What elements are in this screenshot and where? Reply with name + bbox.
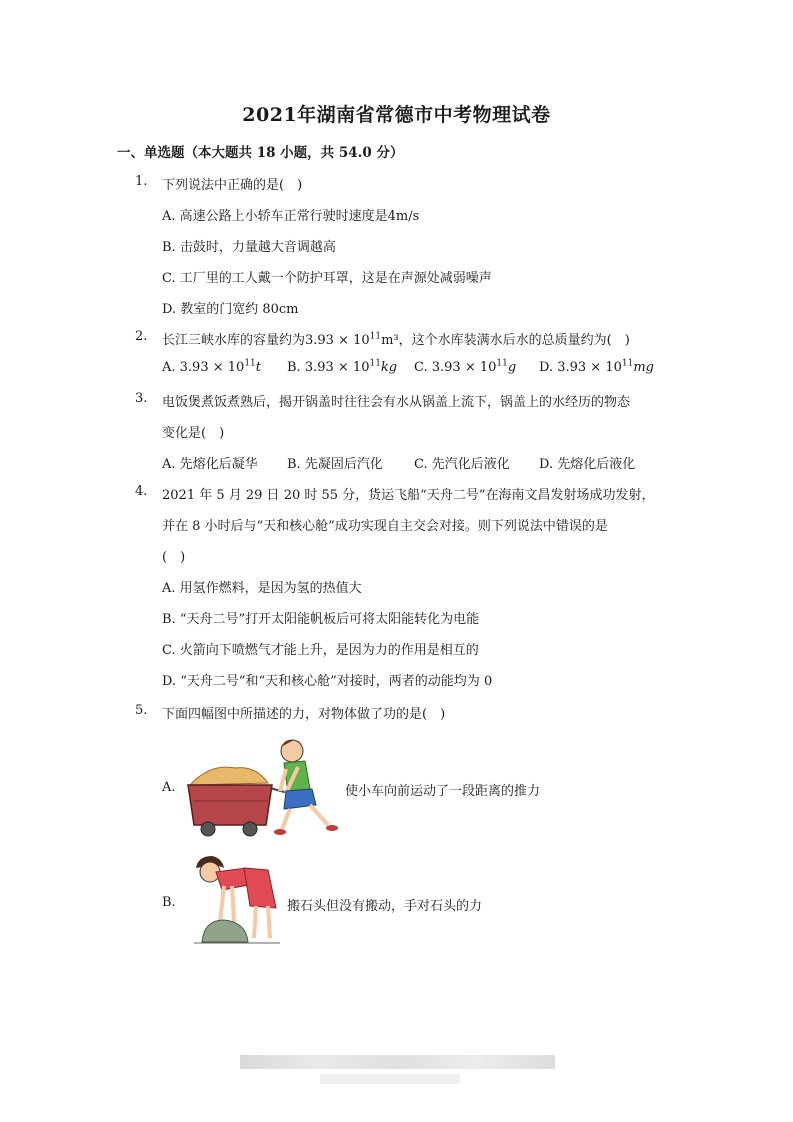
option-b: B. “天舟二号”打开太阳能帆板后可将太阳能转化为电能 (162, 612, 480, 627)
question-number: 1. (135, 174, 148, 189)
question-number: 3. (135, 391, 148, 406)
option-c: C. 先汽化后液化 (414, 457, 510, 472)
option-b-letter: B. (162, 895, 176, 910)
question-number: 2. (135, 329, 148, 344)
option-b: B. 先凝固后汽化 (287, 457, 383, 472)
option-b: B. 击鼓时，力量越大音调越高 (162, 240, 336, 255)
blurred-footer (240, 1055, 555, 1069)
question-stem-cont: ( ) (162, 550, 186, 565)
option-a: A. 先熔化后凝华 (162, 457, 258, 472)
option-d: D. 教室的门宽约 80cm (162, 302, 299, 317)
section-heading: 一、单选题（本大题共 18 小题，共 54.0 分） (117, 145, 404, 161)
option-a: A. 高速公路上小轿车正常行驶时速度是4m/s (162, 209, 420, 224)
option-b-caption: 搬石头但没有搬动，手对石头的力 (287, 899, 483, 914)
option-a: A. $3.93 \times 10^{11}t$ (162, 358, 261, 375)
page-title: 2021年湖南省常德市中考物理试卷 (242, 104, 551, 126)
cart-push-illustration (180, 733, 345, 847)
blurred-footer (320, 1074, 460, 1084)
option-d: D. $3.93 \times 10^{11}mg$ (539, 358, 654, 375)
option-d: D. “天舟二号”和“天和核心舱”对接时，两者的动能均为 0 (162, 674, 493, 689)
question-stem: 长江三峡水库的容量约为$3.93 \times 10^{11}m^3$，这个水库装满水后水的总质量约为( ) (162, 331, 630, 348)
question-number: 4. (135, 484, 148, 499)
option-a: A. 用氢作燃料，是因为氢的热值大 (162, 581, 362, 596)
option-a-letter: A. (162, 780, 176, 795)
question-stem-cont: 变化是( ) (162, 426, 225, 441)
question-number: 5. (135, 703, 148, 718)
option-d: D. 先熔化后液化 (539, 457, 636, 472)
question-stem: 下列说法中正确的是( ) (162, 178, 303, 193)
question-stem: 2021 年 5 月 29 日 20 时 55 分，货运飞船“天舟二号”在海南文昌发射场成功发射， (162, 488, 655, 503)
lifting-stone-illustration (188, 850, 283, 954)
option-c: C. 工厂里的工人戴一个防护耳罩，这是在声源处减弱噪声 (162, 271, 492, 286)
option-a-caption: 使小车向前运动了一段距离的推力 (345, 784, 541, 799)
question-stem: 下面四幅图中所描述的力，对物体做了功的是( ) (162, 707, 446, 722)
option-c: C. $3.93 \times 10^{11}g$ (414, 358, 517, 375)
option-b: B. $3.93 \times 10^{11}kg$ (287, 358, 398, 375)
question-stem: 电饭煲煮饭煮熟后，揭开锅盖时往往会有水从锅盖上流下，锅盖上的水经历的物态 (162, 395, 631, 410)
option-c: C. 火箭向下喷燃气才能上升，是因为力的作用是相互的 (162, 643, 479, 658)
question-stem-cont: 并在 8 小时后与“天和核心舱”成功实现自主交会对接。则下列说法中错误的是 (162, 519, 608, 534)
